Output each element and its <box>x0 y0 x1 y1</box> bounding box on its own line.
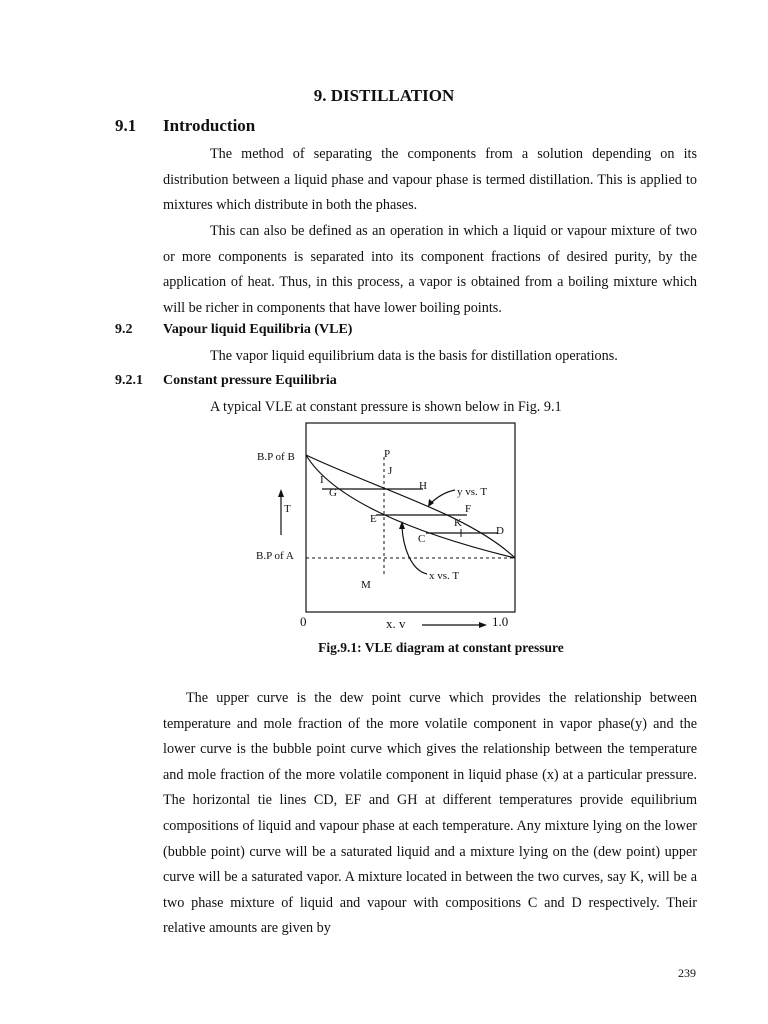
label-x-axis: x. v <box>386 616 406 631</box>
point-k: K <box>454 517 462 529</box>
plot-frame <box>306 423 515 612</box>
y-curve-pointer-head <box>428 499 434 507</box>
constant-pressure-paragraph: A typical VLE at constant pressure is shown below in Fig. 9.1 <box>210 399 562 415</box>
subsection-number-9-2-1: 9.2.1 <box>115 373 143 388</box>
intro-paragraph-1: The method of separating the components from a solution depending on its distribution between a liquid phase and vapour phase is termed distillation. This is applied to mixtures which distribute in both the phases. <box>163 146 697 214</box>
point-m: M <box>361 579 371 591</box>
point-g: G <box>329 487 337 499</box>
section-title: Introduction <box>163 116 256 135</box>
point-i: I <box>320 474 324 486</box>
point-c: C <box>418 533 426 545</box>
label-bp-a: B.P of A <box>256 550 294 562</box>
point-j: J <box>388 465 393 477</box>
point-e: E <box>370 513 377 525</box>
t-arrow-head <box>278 489 284 497</box>
chapter-title: 9. DISTILLATION <box>313 86 455 105</box>
label-y-curve: y vs. T <box>457 486 488 498</box>
vle-paragraph: The vapor liquid equilibrium data is the basis for distillation operations. <box>210 348 618 364</box>
bubble-point-curve <box>306 455 515 558</box>
body-paragraph: The upper curve is the dew point curve which provides the relationship between temperature and mole fraction of the more volatile component in vapor phase(y) and the lower curve is the bubble point curve which gives the relationship between the temperature and mole fraction of the more volatile component in liquid phase (x) at a particular pressure. The horizontal tie lines CD, EF and GH at different temperatures provide equilibrium compositions of liquid and vapour phase at each temperature. Any mixture lying on the lower (bubble point) curve will be a saturated liquid and a mixture lying on the (dew point) upper curve will be a saturated vapor. A mixture located in between the two curves, say K, will be a two phase mixture of liquid and vapour with compositions C and D respectively. Their relative amounts are given by <box>163 690 697 937</box>
point-h: H <box>419 480 427 492</box>
label-x-start: 0 <box>300 614 307 629</box>
point-d: D <box>496 525 504 537</box>
point-f: F <box>465 503 472 515</box>
figure-caption: Fig.9.1: VLE diagram at constant pressure <box>318 640 564 655</box>
label-t-axis: T <box>284 503 291 515</box>
section-number: 9.1 <box>115 116 137 135</box>
subsection-number-9-2: 9.2 <box>115 322 133 337</box>
label-x-curve: x vs. T <box>429 570 460 582</box>
y-curve-pointer <box>430 490 455 504</box>
subsection-title-vle: Vapour liquid Equilibria (VLE) <box>163 322 353 337</box>
label-x-end: 1.0 <box>492 614 509 629</box>
page-number: 239 <box>678 966 696 980</box>
intro-paragraph-2: This can also be defined as an operation in which a liquid or vapour mixture of two or more components is separated into its component fractions of desired purity, by the application of heat. Thus, in this process, a vapor is obtained from a boiling mixture which will be richer in components that have lower boiling points. <box>163 223 697 316</box>
label-bp-b: B.P of B <box>257 451 295 463</box>
x-arrow-head <box>479 622 487 628</box>
subsection-title-constant-pressure: Constant pressure Equilibria <box>163 373 337 388</box>
dew-point-curve <box>306 455 515 558</box>
vle-diagram <box>230 420 540 640</box>
point-p: P <box>384 448 391 460</box>
